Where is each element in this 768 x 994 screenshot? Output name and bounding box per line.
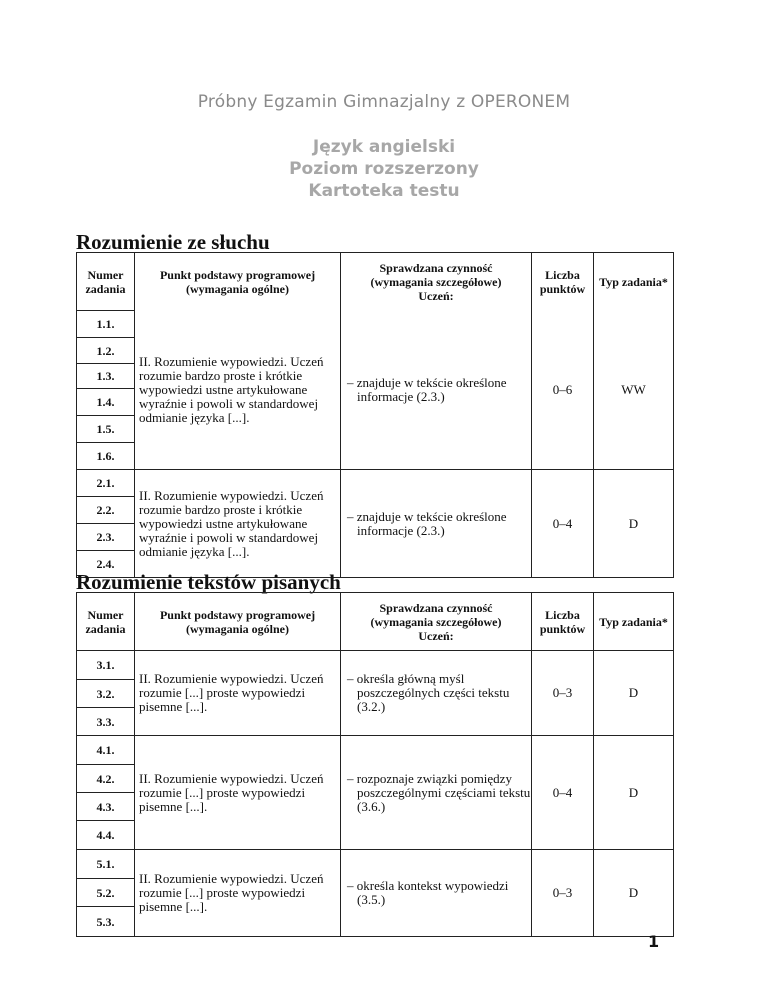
- spr-line3: Uczeń:: [418, 628, 454, 643]
- document-title: Kartoteka testu: [308, 181, 460, 201]
- task-number: 5.2.: [77, 879, 135, 907]
- skill-text: – rozpoznaje związki pomiędzy poszczególnymi częściami tekstu (3.6.): [341, 765, 532, 821]
- task-number: 2.2.: [77, 497, 135, 524]
- col-header-typ: Typ zadania*: [594, 253, 674, 311]
- spr-line2: (wymagania szczegółowe): [370, 614, 502, 629]
- col-header-numer: Numer zadania: [77, 593, 135, 651]
- task-number: 1.4.: [77, 389, 135, 416]
- spr-line3: Uczeń:: [418, 288, 454, 303]
- requirement-text: II. Rozumienie wypowiedzi. Uczeń rozumie [...] proste wypowiedzi pisemne [...].: [135, 651, 341, 736]
- table-row: [77, 821, 674, 850]
- table-row: [77, 651, 674, 680]
- task-number: 1.3.: [77, 364, 135, 389]
- points-value: 0–4: [532, 765, 594, 821]
- listening-table: [76, 252, 674, 578]
- col-header-liczba: Liczba punktów: [532, 253, 594, 311]
- requirement-text: II. Rozumienie wypowiedzi. Uczeń rozumie bardzo proste i krótkie wypowiedzi ustne artykułowane wyraźnie i powoli w standardowej odmianie języka [...].: [135, 338, 341, 443]
- task-type: D: [594, 850, 674, 937]
- spr-line1: Sprawdzana czynność: [379, 600, 493, 615]
- points-value: 0–6: [532, 338, 594, 443]
- points-value: 0–3: [532, 651, 594, 736]
- requirement-text: II. Rozumienie wypowiedzi. Uczeń rozumie bardzo proste i krótkie wypowiedzi ustne artykułowane wyraźnie i powoli w standardowej odmianie języka [...].: [135, 470, 341, 578]
- col-header-punkt: Punkt podstawy programowej (wymagania ogólne): [135, 253, 341, 311]
- task-type: WW: [594, 338, 674, 443]
- task-number: 4.3.: [77, 793, 135, 821]
- skill-text: – określa kontekst wypowiedzi (3.5.): [341, 850, 532, 937]
- level-title: Poziom rozszerzony: [289, 159, 479, 179]
- col-header-typ: Typ zadania*: [594, 593, 674, 651]
- task-number: 1.2.: [77, 338, 135, 364]
- skill-text: – znajduje w tekście określone informacje (2.3.): [341, 470, 532, 578]
- task-number: 5.3.: [77, 907, 135, 937]
- task-type: D: [594, 765, 674, 821]
- task-number: 2.1.: [77, 470, 135, 497]
- table-row: [77, 470, 674, 497]
- section-reading-title: Rozumienie tekstów pisanych: [76, 570, 341, 594]
- requirement-text: II. Rozumienie wypowiedzi. Uczeń rozumie [...] proste wypowiedzi pisemne [...].: [135, 765, 341, 821]
- task-number: 3.1.: [77, 651, 135, 680]
- task-number: 1.1.: [77, 311, 135, 338]
- points-value: 0–3: [532, 850, 594, 937]
- task-number: 4.2.: [77, 765, 135, 793]
- requirement-text: II. Rozumienie wypowiedzi. Uczeń rozumie [...] proste wypowiedzi pisemne [...].: [135, 850, 341, 937]
- skill-text: – znajduje w tekście określone informacje (2.3.): [341, 338, 532, 443]
- table-row: [77, 850, 674, 879]
- spr-line1: Sprawdzana czynność: [379, 260, 493, 275]
- col-header-numer: Numer zadania: [77, 253, 135, 311]
- task-type: D: [594, 651, 674, 736]
- table-row: [77, 765, 674, 793]
- exam-header: Próbny Egzamin Gimnazjalny z OPERONEM: [197, 92, 571, 112]
- col-header-sprawdzana: [341, 253, 532, 311]
- task-number: 1.5.: [77, 416, 135, 443]
- skill-text: – określa główną myśl poszczególnych części tekstu (3.2.): [341, 651, 532, 736]
- task-number: 4.1.: [77, 736, 135, 765]
- task-number: 2.3.: [77, 524, 135, 551]
- table-row: [77, 736, 674, 765]
- task-number: 2.4.: [77, 551, 135, 578]
- task-number: 4.4.: [77, 821, 135, 850]
- header-row: [77, 253, 674, 311]
- points-value: 0–4: [532, 470, 594, 578]
- reading-table: [76, 592, 674, 937]
- header-row: [77, 593, 674, 651]
- table-row: [77, 311, 674, 338]
- table-row: [77, 443, 674, 470]
- col-header-punkt: Punkt podstawy programowej (wymagania ogólne): [135, 593, 341, 651]
- col-header-liczba: Liczba punktów: [532, 593, 594, 651]
- task-number: 1.6.: [77, 443, 135, 470]
- table-row: [77, 338, 674, 364]
- page-number: 1: [648, 932, 660, 951]
- task-number: 3.3.: [77, 708, 135, 736]
- task-type: D: [594, 470, 674, 578]
- task-number: 5.1.: [77, 850, 135, 879]
- task-number: 3.2.: [77, 680, 135, 708]
- col-header-sprawdzana: [341, 593, 532, 651]
- subject-title: Język angielski: [312, 137, 456, 157]
- section-listening-title: Rozumienie ze słuchu: [76, 230, 270, 254]
- spr-line2: (wymagania szczegółowe): [370, 274, 502, 289]
